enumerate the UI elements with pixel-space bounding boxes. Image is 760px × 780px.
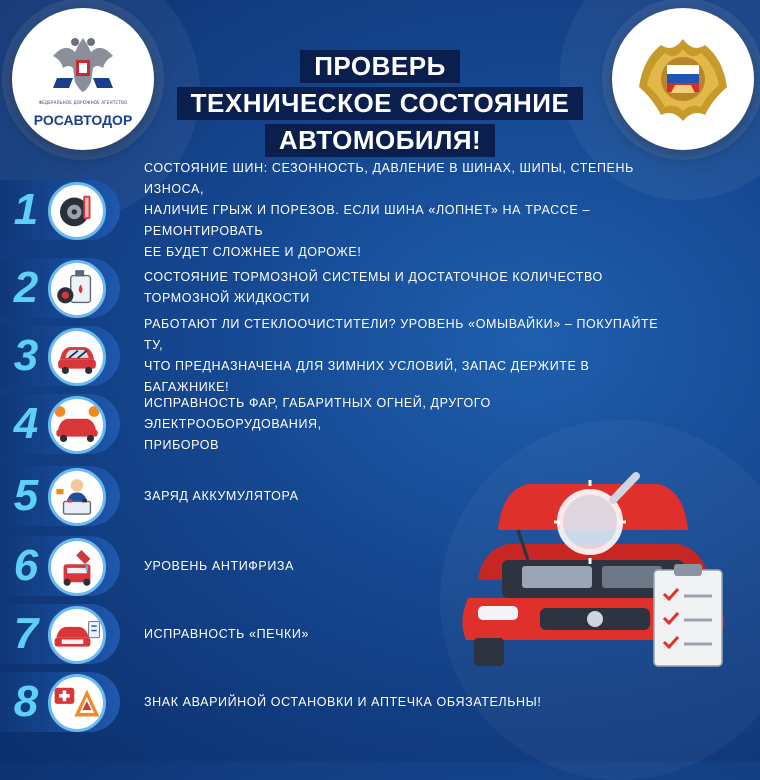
list-item bbox=[0, 390, 760, 458]
item-text-line: ЗАРЯД АККУМУЛЯТОРА bbox=[144, 488, 299, 503]
item-text-line: СОСТОЯНИЕ ШИН: СЕЗОННОСТЬ, ДАВЛЕНИЕ В ШИНАХ, ШИПЫ, СТЕПЕНЬ ИЗНОСА, bbox=[144, 160, 634, 196]
tire-icon bbox=[48, 182, 106, 240]
item-text-line: ИСПРАВНОСТЬ «ПЕЧКИ» bbox=[144, 626, 310, 641]
item-number: 1 bbox=[13, 185, 39, 234]
item-text-line: ТОРМОЗНОЙ ЖИДКОСТИ bbox=[144, 291, 310, 305]
item-text bbox=[144, 390, 670, 458]
item-text bbox=[144, 254, 670, 322]
item-text-line: РАБОТАЮТ ЛИ СТЕКЛООЧИСТИТЕЛИ? УРОВЕНЬ «ОМЫВАЙКИ» – ПОКУПАЙТЕ ТУ, bbox=[144, 317, 659, 352]
antifreeze-icon bbox=[48, 538, 106, 596]
title-line-2: ТЕХНИЧЕСКОЕ СОСТОЯНИЕ bbox=[177, 87, 584, 120]
item-number: 5 bbox=[13, 471, 39, 520]
item-number: 7 bbox=[13, 609, 39, 658]
item-text bbox=[144, 317, 670, 394]
agency-name: РОСАВТОДОР bbox=[33, 112, 133, 128]
item-text-line: ЧТО ПРЕДНАЗНАЧЕНА ДЛЯ ЗИМНИХ УСЛОВИЙ, ЗАПАС ДЕРЖИТЕ В БАГАЖНИКЕ! bbox=[144, 359, 590, 394]
item-number: 6 bbox=[13, 541, 39, 590]
title-line-1: ПРОВЕРЬ bbox=[300, 50, 460, 83]
wipers-icon bbox=[48, 328, 106, 386]
item-text-line: ПРИБОРОВ bbox=[144, 437, 220, 452]
battery-icon bbox=[48, 468, 106, 526]
heater-icon bbox=[48, 606, 106, 664]
item-number: 8 bbox=[13, 677, 39, 726]
list-item bbox=[0, 254, 760, 322]
list-item bbox=[0, 317, 760, 394]
headlights-icon bbox=[48, 396, 106, 454]
item-text-line: ЕЕ БУДЕТ СЛОЖНЕЕ И ДОРОЖЕ! bbox=[144, 244, 362, 259]
item-text-line: ЗНАК АВАРИЙНОЙ ОСТАНОВКИ И АПТЕЧКА ОБЯЗАТЕЛЬНЫ! bbox=[144, 694, 542, 709]
item-number: 2 bbox=[13, 263, 39, 312]
item-text-line: ИСПРАВНОСТЬ ФАР, ГАБАРИТНЫХ ОГНЕЙ, ДРУГОГО ЭЛЕКТРООБОРУДОВАНИЯ, bbox=[144, 395, 491, 431]
item-number: 4 bbox=[13, 399, 39, 448]
title-line-3: АВТОМОБИЛЯ! bbox=[265, 124, 495, 157]
list-item bbox=[0, 160, 760, 259]
item-number: 3 bbox=[13, 331, 39, 380]
warning-triangle-first-aid-icon bbox=[48, 674, 106, 732]
item-text-line: СОСТОЯНИЕ ТОРМОЗНОЙ СИСТЕМЫ И ДОСТАТОЧНОЕ КОЛИЧЕСТВО bbox=[144, 270, 603, 284]
page-title bbox=[0, 48, 760, 159]
item-text bbox=[144, 160, 670, 259]
brake-fluid-icon bbox=[48, 260, 106, 318]
car-inspection-checklist-icon bbox=[458, 470, 758, 690]
item-text-line: НАЛИЧИЕ ГРЫЖ И ПОРЕЗОВ. ЕСЛИ ШИНА «ЛОПНЕТ» НА ТРАССЕ – РЕМОНТИРОВАТЬ bbox=[144, 202, 590, 238]
item-text-line: УРОВЕНЬ АНТИФРИЗА bbox=[144, 558, 295, 573]
agency-small-caption: ФЕДЕРАЛЬНОЕ ДОРОЖНОЕ АГЕНТСТВО bbox=[38, 100, 128, 105]
